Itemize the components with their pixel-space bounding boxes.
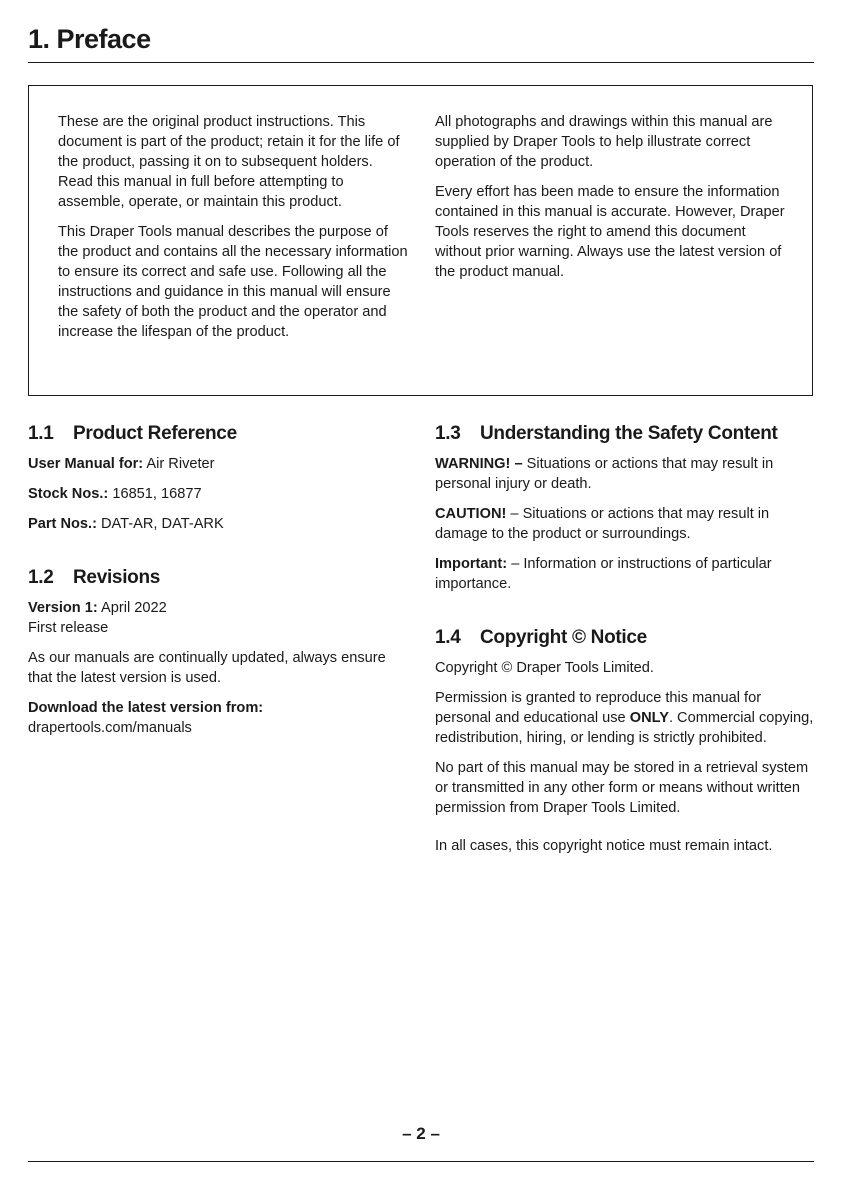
field-value: Air Riveter (143, 456, 215, 472)
download-line (28, 698, 403, 738)
preface-paragraph: Every effort has been made to ensure the information contained in this manual is accurate. However, Draper Tools reserves the right to amend this document without prior warning. Always use the latest version of the product manual. (435, 184, 785, 280)
section-heading-safety-content (435, 422, 820, 454)
copyright-line: Copyright © Draper Tools Limited. (435, 660, 654, 676)
field-value: DAT-AR, DAT-ARK (96, 516, 224, 532)
definition-text: – Situations or actions that may result in damage to the product or surroundings. (435, 506, 770, 542)
preface-paragraph: This Draper Tools manual describes the purpose of the product and contains all the necessary information to ensure its correct and safe use. Following all the instructions and guidance in this manual will ensure the safety of both the product and the operator and increase the lifespan of the product. (58, 224, 408, 340)
intact-paragraph: In all cases, this copyright notice must remain intact. (435, 838, 773, 854)
section-title: Understanding the Safety Content (480, 423, 778, 444)
preface-right-column (435, 112, 795, 292)
preface-left-column (58, 112, 408, 352)
update-note: As our manuals are continually updated, always ensure that the latest version is used. (28, 650, 386, 686)
storage-paragraph: No part of this manual may be stored in a retrieval system or transmitted in any other form or means without written permission from Draper Tools Limited. (435, 760, 809, 816)
section-title: Copyright © Notice (480, 627, 647, 648)
field-label: Download the latest version from: (28, 700, 264, 716)
left-column (28, 422, 403, 748)
definition-text: – Information or instructions of particular importance. (435, 556, 772, 592)
page-title: 1. Preface (28, 24, 151, 54)
preface-box (28, 85, 813, 396)
version-note: First release (28, 620, 109, 636)
section-title: Revisions (73, 567, 161, 588)
section-title: Product Reference (73, 423, 237, 444)
user-manual-line (28, 454, 403, 474)
permission-text: . Commercial copying, redistribution, hiring, or lending is strictly prohibited. (435, 710, 814, 746)
preface-paragraph: These are the original product instructions. This document is part of the product; retain it for the life of the product, passing it on to subsequent holders. Read this manual in full before attempting to assemble, operate, or maintain this product. (58, 114, 400, 210)
field-label: Part Nos.: (28, 516, 97, 532)
section-heading-revisions (28, 566, 403, 598)
section-heading-copyright (435, 626, 820, 658)
part-numbers-line (28, 514, 403, 534)
preface-paragraph: All photographs and drawings within this manual are supplied by Draper Tools to help illustrate correct operation of the product. (435, 114, 773, 170)
footer-rule (28, 1161, 814, 1162)
section-number: 1.3 (435, 423, 461, 444)
caution-definition (435, 504, 820, 544)
version-line (28, 598, 403, 638)
section-number: 1.2 (28, 567, 54, 588)
section-heading-product-reference (28, 422, 403, 454)
download-url: drapertools.com/manuals (28, 720, 192, 736)
important-label: Important: (435, 556, 508, 572)
permission-text: Permission is granted to reproduce this manual for personal and educational use (435, 690, 762, 726)
field-label: User Manual for: (28, 456, 144, 472)
only-emphasis: ONLY (629, 710, 669, 726)
important-definition (435, 554, 820, 594)
field-value: 16851, 16877 (108, 486, 202, 502)
definition-text: Situations or actions that may result in personal injury or death. (435, 456, 774, 492)
permission-paragraph (435, 688, 820, 748)
field-label: Stock Nos.: (28, 486, 109, 502)
section-number: 1.1 (28, 423, 54, 444)
page-number: – 2 – (402, 1124, 440, 1143)
caution-label: CAUTION! (435, 506, 507, 522)
header-rule (28, 62, 814, 63)
warning-label: WARNING! – (435, 456, 523, 472)
field-value: April 2022 (97, 600, 167, 616)
field-label: Version 1: (28, 600, 98, 616)
warning-definition (435, 454, 820, 494)
right-column (435, 422, 820, 866)
stock-numbers-line (28, 484, 403, 504)
section-number: 1.4 (435, 627, 461, 648)
